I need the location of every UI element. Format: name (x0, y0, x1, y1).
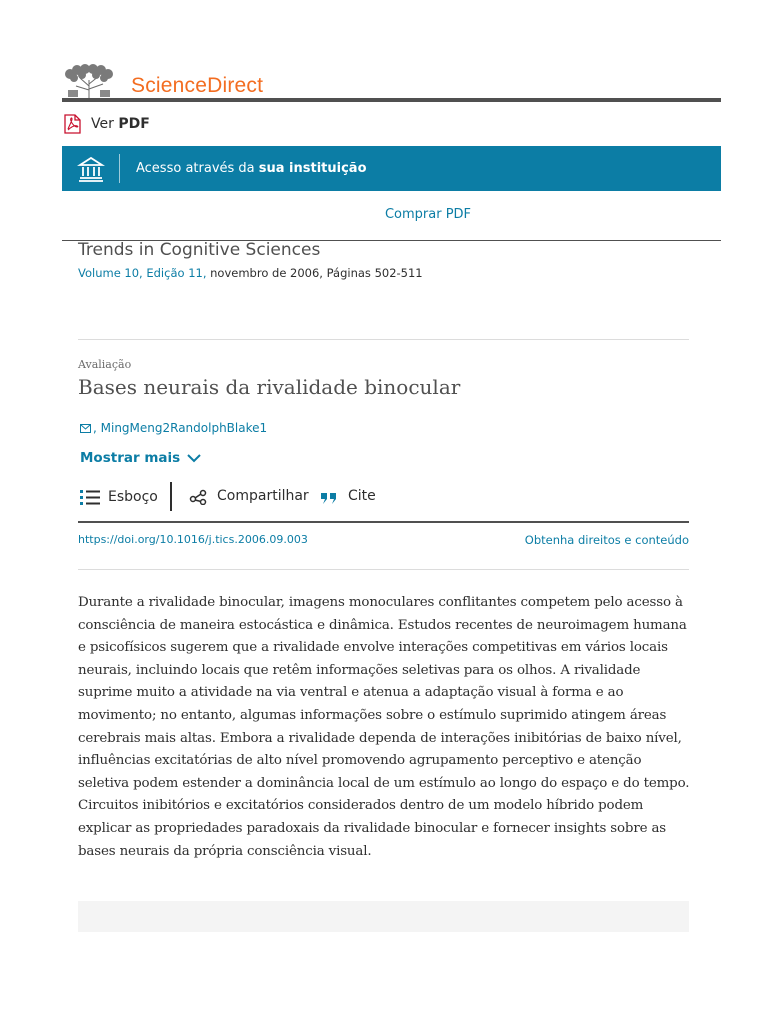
view-pdf-label: Ver PDF (91, 116, 150, 132)
site-header (62, 64, 721, 102)
institution-icon (77, 155, 105, 183)
elsevier-tree-icon[interactable] (62, 64, 116, 98)
article-type: Avaliação (78, 358, 132, 371)
chevron-down-icon (186, 453, 202, 463)
institution-access-label: Acesso através da sua instituição (136, 161, 367, 176)
toolbar-rule (78, 521, 689, 523)
share-icon (189, 487, 209, 505)
brand-name[interactable]: ScienceDirect (131, 74, 264, 97)
article-toolbar (78, 480, 689, 514)
get-rights-link[interactable]: Obtenha direitos e conteúdo (524, 533, 689, 547)
volume-issue-link[interactable]: Volume 10, Edição 11, (78, 266, 207, 280)
share-label: Compartilhar (217, 488, 309, 504)
show-more-label: Mostrar mais (80, 450, 181, 466)
content-placeholder (78, 901, 689, 932)
cite-button[interactable] (320, 487, 376, 505)
author-names: , MingMeng2RandolphBlake1 (93, 421, 268, 435)
date-pages: novembro de 2006, Páginas 502-511 (206, 266, 423, 280)
institution-access-button[interactable] (62, 146, 721, 191)
show-more-button[interactable] (80, 450, 202, 466)
pdf-icon (62, 114, 82, 134)
toolbar-divider (170, 482, 172, 511)
outline-button[interactable] (80, 488, 158, 506)
share-button[interactable] (189, 487, 309, 505)
journal-title[interactable]: Trends in Cognitive Sciences (78, 240, 321, 260)
buy-pdf-link[interactable]: Comprar PDF (384, 207, 472, 222)
view-pdf-link[interactable] (62, 113, 150, 135)
issue-info (78, 266, 423, 280)
divider (78, 339, 689, 340)
list-icon (80, 488, 100, 506)
outline-label: Esboço (108, 489, 158, 505)
quote-icon (320, 487, 340, 505)
envelope-icon (80, 424, 91, 433)
abstract-text: Durante a rivalidade binocular, imagens monoculares conflitantes competem pelo acesso à consciência de maneira estocástica e dinâmica. Estudos recentes de neuroimagem humana e psicofísicos sugerem que a rivalidade envolve interações competitivas em vários locais neurais, incluindo locais que retêm informações seletivas para os olhos. A rivalidade suprime muito a atividade na via ventral e atenua a adaptação visual à forma e ao movimento; no entanto, algumas informações sobre o estímulo suprimido atingem áreas cerebrais mais altas. Embora a rivalidade dependa de interações inibitórias de baixo nível, influências excitatórias de alto nível promovendo agrupamento perceptivo e atenção seletiva podem estender a dominância local de um estímulo ao longo do espaço e do tempo. Circuitos inibitórios e excitatórios considerados dentro de um modelo híbrido podem explicar as propriedades paradoxais da rivalidade binocular e fornecer insights sobre as bases neurais da própria consciência visual. (78, 595, 690, 859)
doi-link[interactable]: https://doi.org/10.1016/j.tics.2006.09.003 (78, 533, 308, 546)
article-title: Bases neurais da rivalidade binocular (78, 375, 461, 399)
divider (78, 569, 689, 570)
access-divider (119, 154, 120, 183)
author-list[interactable] (80, 421, 267, 435)
cite-label: Cite (348, 488, 376, 504)
